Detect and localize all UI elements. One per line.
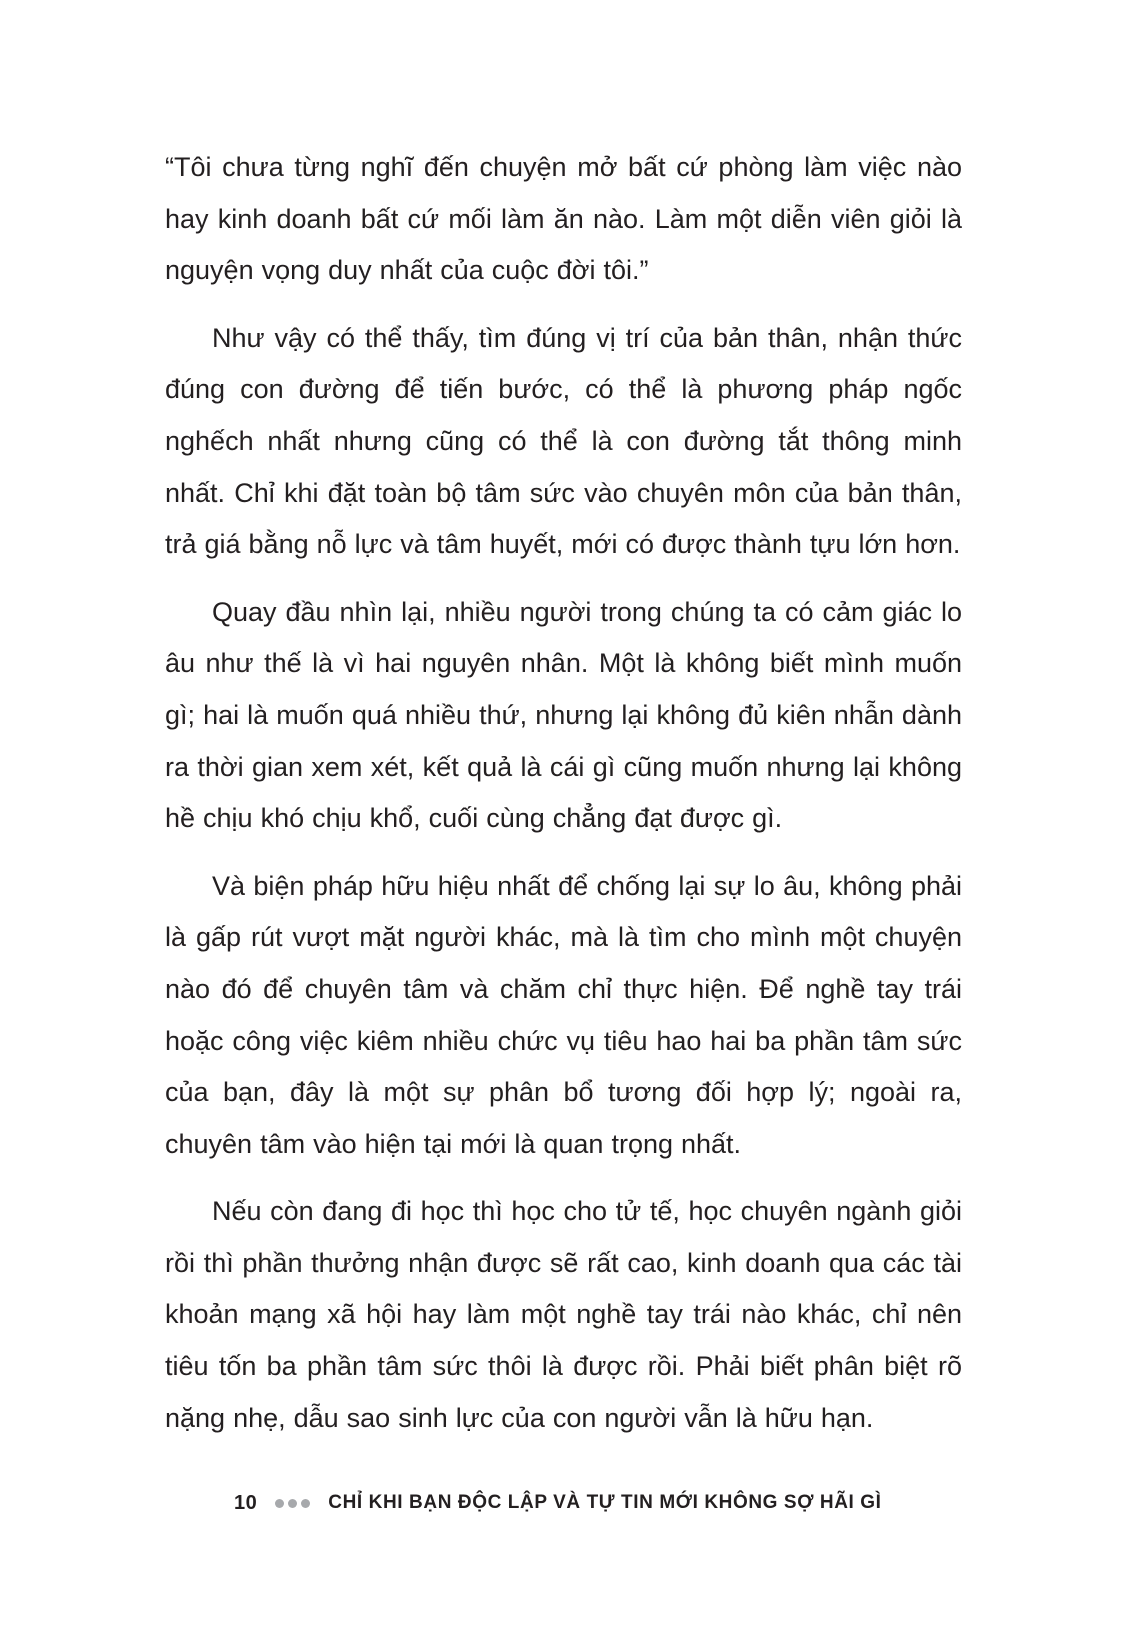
dot (275, 1499, 284, 1508)
page-body (165, 142, 962, 1460)
body-paragraph: Và biện pháp hữu hiệu nhất để chống lại sự lo âu, không phải là gấp rút vượt mặt người khác, mà là tìm cho mình một chuyện nào đó để chuyên tâm và chăm chỉ thực hiện. Để nghề tay trái hoặc công việc kiêm nhiều chức vụ tiêu hao hai ba phần tâm sức của bạn, đây là một sự phân bổ tương đối hợp lý; ngoài ra, chuyên tâm vào hiện tại mới là quan trọng nhất. (165, 870, 962, 1159)
body-paragraph: Như vậy có thể thấy, tìm đúng vị trí của bản thân, nhận thức đúng con đường để tiến bước, có thể là phương pháp ngốc nghếch nhất nhưng cũng có thể là con đường tắt thông minh nhất. Chỉ khi đặt toàn bộ tâm sức vào chuyên môn của bản thân, trả giá bằng nỗ lực và tâm huyết, mới có được thành tựu lớn hơn. (165, 322, 962, 560)
quote-paragraph: “Tôi chưa từng nghĩ đến chuyện mở bất cứ phòng làm việc nào hay kinh doanh bất cứ mối làm ăn nào. Làm một diễn viên giỏi là nguyện vọng duy nhất của cuộc đời tôi.” (165, 152, 962, 286)
page-footer (234, 1488, 882, 1518)
body-paragraph: Nếu còn đang đi học thì học cho tử tế, học chuyên ngành giỏi rồi thì phần thưởng nhận được sẽ rất cao, kinh doanh qua các tài khoản mạng xã hội hay làm một nghề tay trái nào khác, chỉ nên tiêu tốn ba phần tâm sức thôi là được rồi. Phải biết phân biệt rõ nặng nhẹ, dẫu sao sinh lực của con người vẫn là hữu hạn. (165, 1196, 962, 1433)
running-book-title: CHỈ KHI BẠN ĐỘC LẬP VÀ TỰ TIN MỚI KHÔNG SỢ HÃI GÌ (328, 1492, 882, 1513)
dot (288, 1499, 297, 1508)
body-paragraph: Quay đầu nhìn lại, nhiều người trong chúng ta có cảm giác lo âu như thế là vì hai nguyên nhân. Một là không biết mình muốn gì; hai là muốn quá nhiều thứ, nhưng lại không đủ kiên nhẫn dành ra thời gian xem xét, kết quả là cái gì cũng muốn nhưng lại không hề chịu khó chịu khổ, cuối cùng chẳng đạt được gì. (165, 596, 962, 834)
page-number: 10 (234, 1491, 258, 1514)
dot (301, 1499, 310, 1508)
three-dots-icon (275, 1499, 310, 1508)
